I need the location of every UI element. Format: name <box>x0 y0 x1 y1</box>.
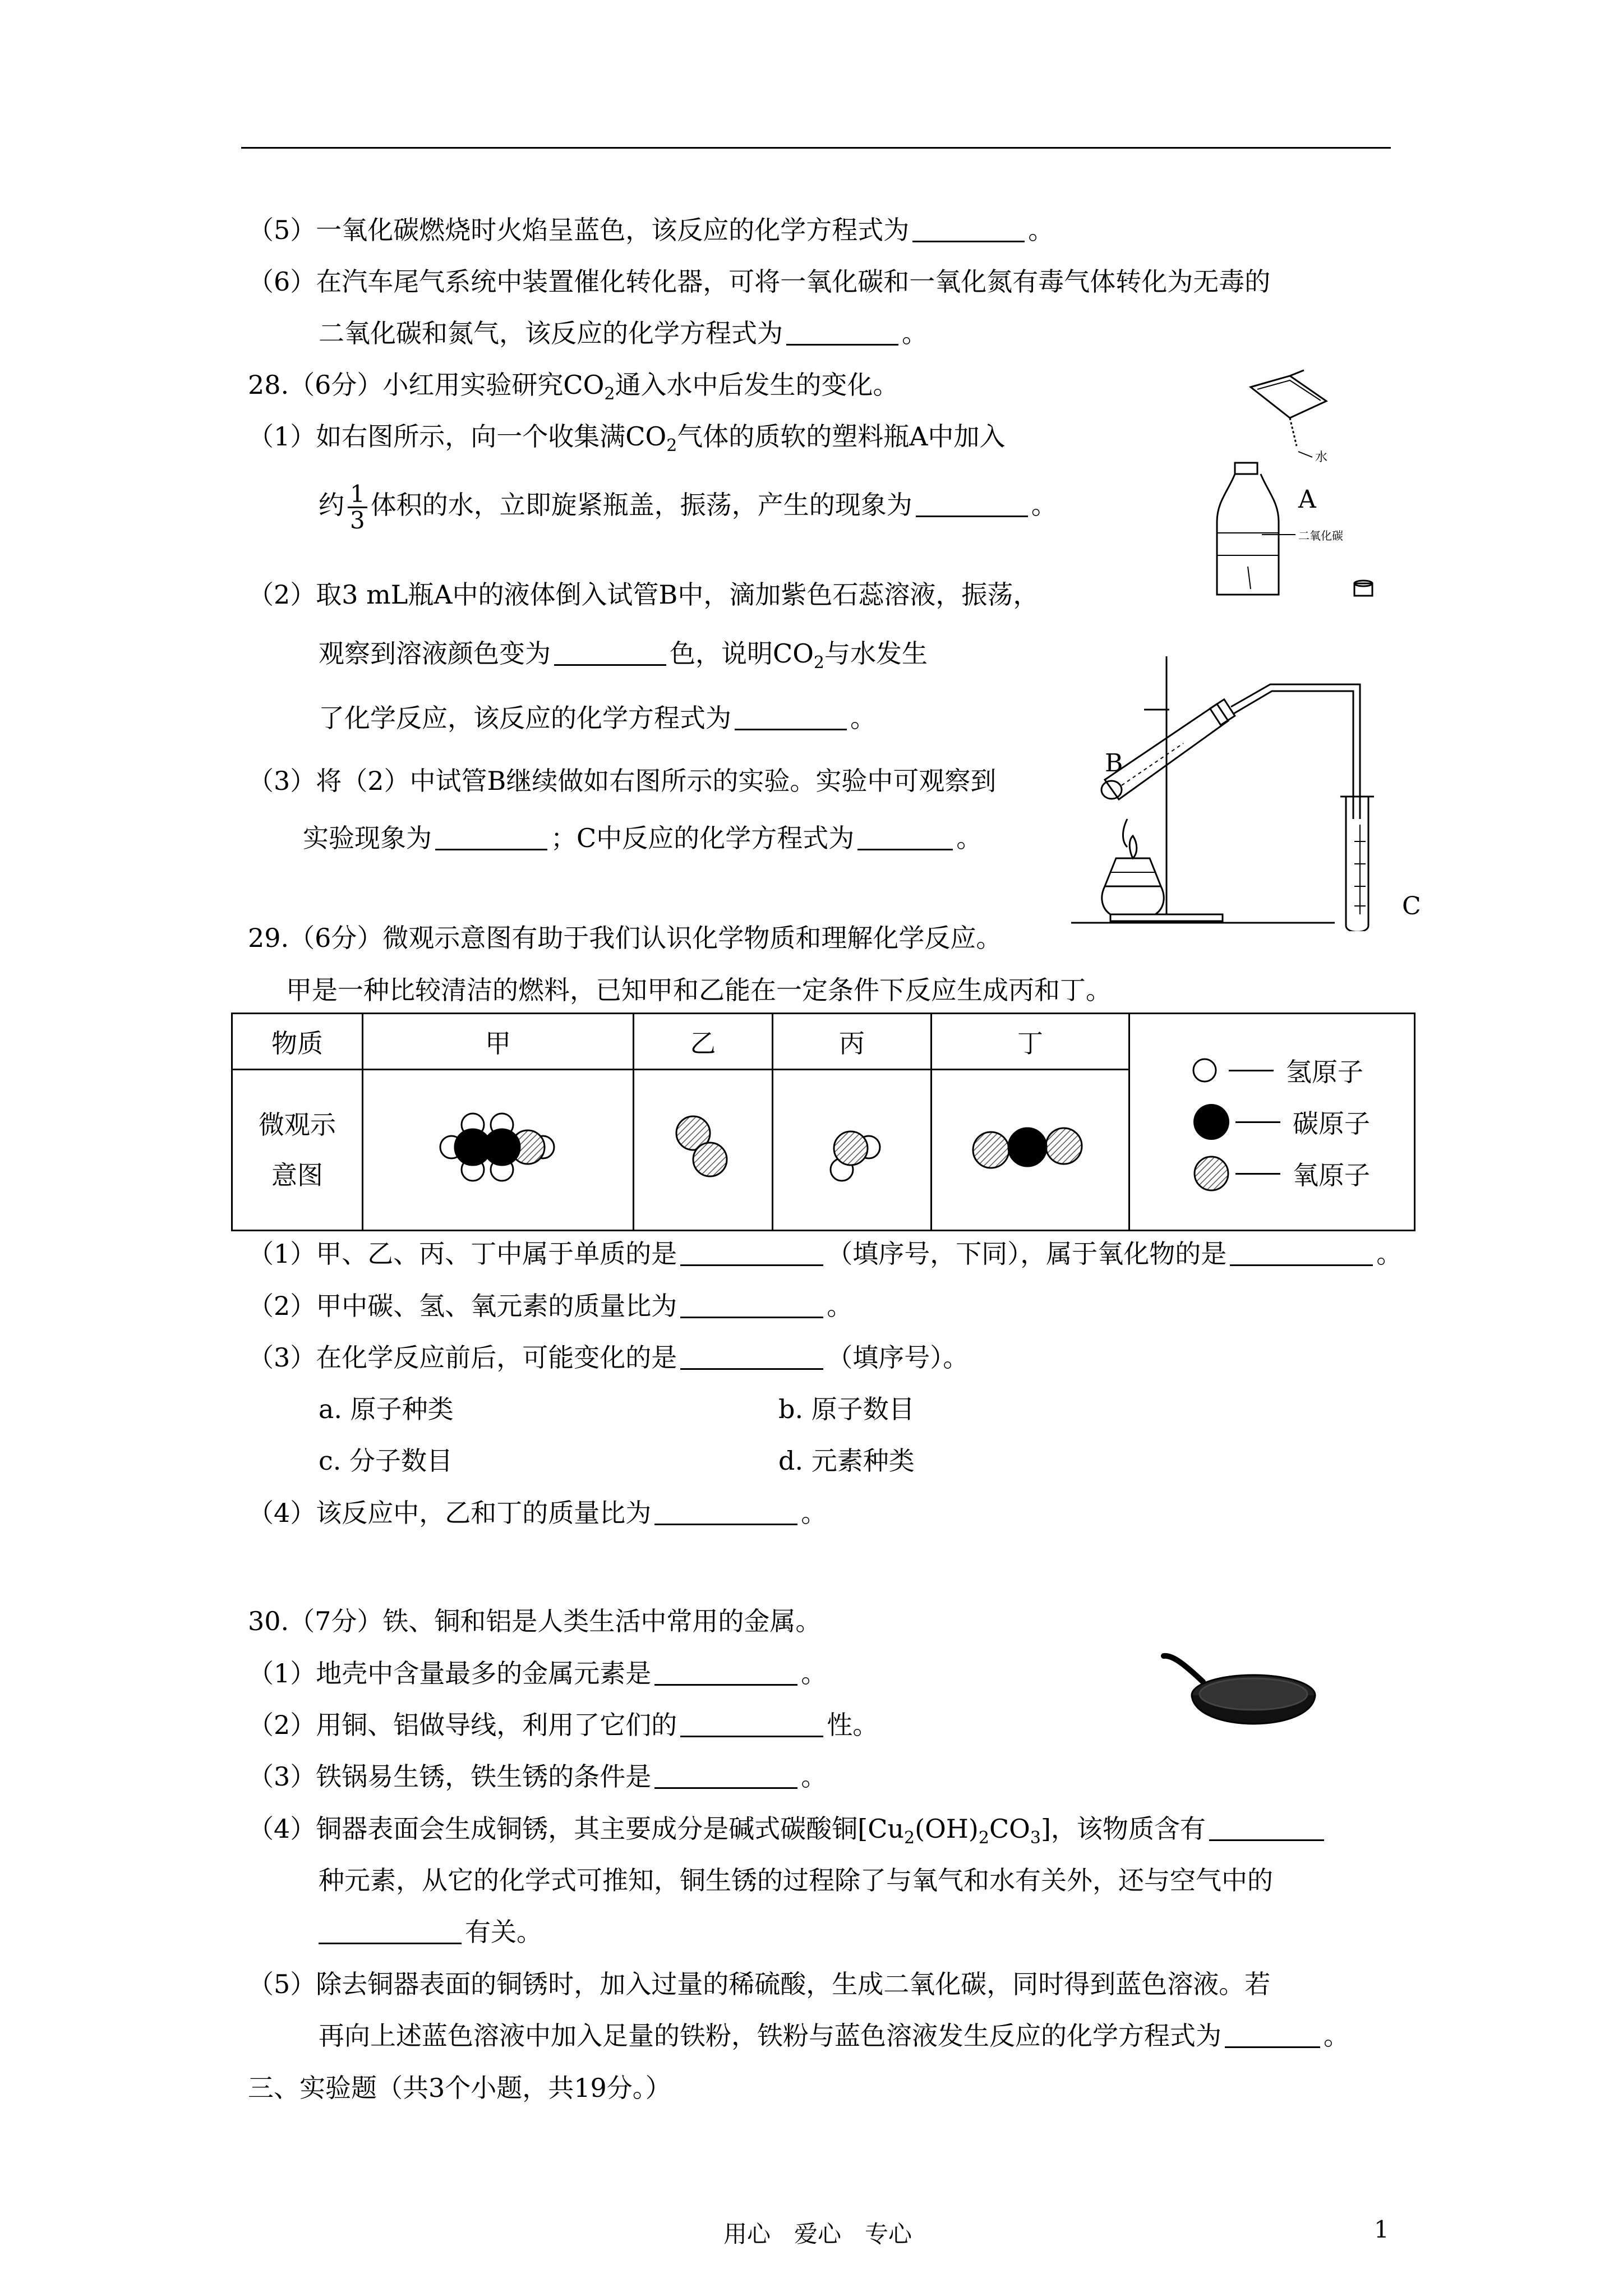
q27-6-line-1 <box>248 265 1270 298</box>
q30-4-text-a: （4）铜器表面会生成铜锈，其主要成分是碱式碳酸铜[Cu <box>248 1814 905 1844</box>
q27-6-end: 。 <box>902 318 928 348</box>
answer-blank[interactable] <box>916 491 1028 517</box>
header-bing: 丙 <box>773 1014 932 1070</box>
q30-heading <box>248 1604 821 1638</box>
answer-blank[interactable] <box>1209 1815 1324 1841</box>
answer-blank[interactable] <box>319 1918 462 1944</box>
q29-4-text: （4）该反应中，乙和丁的质量比为 <box>248 1498 652 1528</box>
co2-label: 二氧化碳 <box>1298 529 1343 542</box>
page-number: 1 <box>1374 2216 1389 2243</box>
q30-3-line <box>248 1760 827 1793</box>
q30-5-text-a: （5）除去铜器表面的铜锈时，加入过量的稀硫酸，生成二氧化碳，同时得到蓝色溶液。若 <box>248 1969 1271 1999</box>
q28-1-end: 。 <box>1031 490 1057 520</box>
legend-dash <box>1235 1121 1280 1123</box>
footer-center: 用心 爱心 专心 <box>723 2220 912 2248</box>
option-c <box>319 1444 453 1478</box>
header-ding: 丁 <box>932 1014 1129 1070</box>
option-b <box>778 1392 915 1426</box>
answer-blank[interactable] <box>654 1659 797 1686</box>
q30-1-text: （1）地壳中含量最多的金属元素是 <box>248 1658 652 1688</box>
q28-head-a: 28.（6分）小红用实验研究CO <box>248 370 605 400</box>
q29-1-text-a: （1）甲、乙、丙、丁中属于单质的是 <box>248 1239 677 1269</box>
answer-blank[interactable] <box>554 639 666 666</box>
q30-head-text: 30.（7分）铁、铜和铝是人类生活中常用的金属。 <box>248 1606 822 1636</box>
row-label <box>232 1070 363 1231</box>
q29-heading <box>248 921 1002 955</box>
q28-2-text-e: 了化学反应，该反应的化学方程式为 <box>319 703 731 733</box>
q28-heading <box>248 368 898 411</box>
q29-2-line <box>248 1289 852 1323</box>
q30-2-line <box>248 1708 878 1742</box>
q30-2-text-b: 性。 <box>827 1710 879 1740</box>
q29-intro-text: 甲是一种比较清洁的燃料，已知甲和乙能在一定条件下反应生成丙和丁。 <box>286 975 1112 1005</box>
q28-3-text-a: （3）将（2）中试管B继续做如右图所示的实验。实验中可观察到 <box>248 766 997 796</box>
q29-2-text: （2）甲中碳、氢、氧元素的质量比为 <box>248 1291 677 1321</box>
option-b-text: b. 原子数目 <box>778 1394 915 1424</box>
answer-blank[interactable] <box>680 1240 823 1266</box>
q29-1-text-b: （填序号，下同），属于氧化物的是 <box>827 1239 1227 1269</box>
molecule-bing <box>773 1070 932 1231</box>
molecule-jia <box>363 1070 634 1231</box>
tube-b-label: B <box>1105 749 1123 777</box>
subscript: 2 <box>666 436 677 456</box>
one-third-fraction <box>348 482 367 533</box>
q27-6-line-2 <box>319 316 928 350</box>
subscript: 2 <box>904 1828 915 1848</box>
fraction-denominator: 3 <box>350 506 365 534</box>
answer-blank[interactable] <box>680 1711 823 1737</box>
q30-4-line-3 <box>319 1915 542 1949</box>
hatched-circle-icon <box>1192 1154 1231 1193</box>
option-c-text: c. 分子数目 <box>319 1446 453 1476</box>
q29-4-line <box>248 1496 827 1530</box>
q28-2-end: 。 <box>850 703 876 733</box>
legend-label-carbon: 碳原子 <box>1293 1108 1370 1139</box>
legend-label-oxygen: 氧原子 <box>1293 1160 1370 1190</box>
q29-4-end: 。 <box>801 1498 827 1528</box>
q29-1-end: 。 <box>1376 1239 1403 1269</box>
answer-blank[interactable] <box>1230 1240 1373 1266</box>
section-3-heading <box>248 2071 671 2105</box>
bing-molecule-icon <box>807 1097 897 1198</box>
answer-blank[interactable] <box>1225 2022 1320 2048</box>
water-label: 水 <box>1315 450 1328 464</box>
option-a-text: a. 原子种类 <box>319 1394 454 1424</box>
q30-3-text: （3）铁锅易生锈，铁生锈的条件是 <box>248 1761 652 1792</box>
q29-3-line <box>248 1341 969 1374</box>
q30-4-line-2 <box>319 1864 1273 1897</box>
subscript: 2 <box>604 384 615 404</box>
row-label-text: 微观示意图 <box>259 1110 336 1190</box>
subscript: 3 <box>1030 1828 1041 1848</box>
q28-1-text-d: 体积的水，立即旋紧瓶盖，振荡，产生的现象为 <box>370 490 912 520</box>
q28-3-end: 。 <box>956 823 983 853</box>
q28-3-line-2 <box>303 821 982 855</box>
subscript: 2 <box>978 1828 989 1848</box>
option-d <box>778 1444 915 1478</box>
q30-5-line-1 <box>248 1967 1270 2001</box>
legend-label-hydrogen: 氢原子 <box>1286 1057 1363 1087</box>
q29-3-text-a: （3）在化学反应前后，可能变化的是 <box>248 1342 677 1373</box>
header-yi: 乙 <box>634 1014 773 1070</box>
answer-blank[interactable] <box>680 1292 823 1318</box>
q28-3-text-c: ；C中反应的化学方程式为 <box>551 823 855 853</box>
heating-apparatus-figure <box>1071 651 1430 931</box>
section-3-text: 三、实验题（共3个小题，共19分。） <box>248 2073 671 2103</box>
answer-blank[interactable] <box>786 319 898 346</box>
q27-5-end: 。 <box>1028 215 1054 245</box>
legend-carbon <box>1130 1096 1414 1148</box>
q28-2-line-2 <box>319 637 928 680</box>
option-a <box>319 1392 454 1426</box>
q30-1-end: 。 <box>801 1658 827 1688</box>
header-jia: 甲 <box>363 1014 634 1070</box>
q30-4-text-f: 有关。 <box>465 1917 542 1947</box>
q28-2-text-d: 与水发生 <box>824 638 928 669</box>
answer-blank[interactable] <box>735 704 847 730</box>
q28-2-text-c: 色，说明CO <box>670 638 814 669</box>
answer-blank[interactable] <box>654 1499 797 1525</box>
q28-2-line-1 <box>248 578 1039 611</box>
answer-blank[interactable] <box>857 824 953 850</box>
fraction-numerator: 1 <box>348 482 367 508</box>
q30-1-line <box>248 1657 827 1690</box>
q30-3-end: 。 <box>801 1761 827 1792</box>
legend-dash <box>1235 1173 1280 1175</box>
answer-blank[interactable] <box>680 1343 823 1370</box>
tube-c-label: C <box>1402 892 1421 921</box>
q27-5-line <box>248 213 1054 247</box>
q30-2-text-a: （2）用铜、铝做导线，利用了它们的 <box>248 1710 677 1740</box>
q29-head-text: 29.（6分）微观示意图有助于我们认识化学物质和理解化学反应。 <box>248 923 1002 953</box>
q30-4-text-d: ]，该物质含有 <box>1040 1814 1206 1844</box>
header-rule <box>241 147 1391 149</box>
subscript: 2 <box>813 653 825 673</box>
q27-6-text-b: 二氧化碳和氮气，该反应的化学方程式为 <box>319 318 783 348</box>
answer-blank[interactable] <box>912 216 1025 242</box>
q30-4-line-1 <box>248 1812 1327 1855</box>
legend-cell <box>1129 1014 1415 1231</box>
q29-3-text-b: （填序号）。 <box>827 1342 969 1373</box>
q30-4-text-b: (OH) <box>915 1814 979 1844</box>
answer-blank[interactable] <box>435 824 547 850</box>
q28-1-text-c: 约 <box>319 490 344 520</box>
q27-6-text-a: （6）在汽车尾气系统中装置催化转化器，可将一氧化碳和一氧化氮有毒气体转化为无毒的 <box>248 266 1271 297</box>
q29-2-end: 。 <box>827 1291 853 1321</box>
q29-intro <box>286 973 1112 1007</box>
black-circle-icon <box>1192 1102 1231 1142</box>
q28-1-line-1 <box>248 420 1006 463</box>
q28-2-text-b: 观察到溶液颜色变为 <box>319 638 551 669</box>
bottle-a-figure <box>1206 365 1408 600</box>
q30-4-text-c: CO <box>989 1814 1030 1844</box>
bottle-a-label: A <box>1298 485 1316 514</box>
q28-head-b: 通入水中后发生的变化。 <box>615 370 899 400</box>
molecule-ding <box>932 1070 1129 1231</box>
q30-5-end: 。 <box>1324 2021 1349 2051</box>
molecule-yi <box>634 1070 773 1231</box>
legend-oxygen <box>1130 1148 1414 1199</box>
yi-molecule-icon <box>658 1097 748 1198</box>
q30-5-line-2 <box>319 2019 1349 2053</box>
q28-1-text-a: （1）如右图所示，向一个收集满CO <box>248 421 667 452</box>
molecule-table <box>231 1013 1415 1231</box>
legend-hydrogen <box>1130 1045 1414 1096</box>
option-d-text: d. 元素种类 <box>778 1446 915 1476</box>
q29-1-line <box>248 1237 1402 1271</box>
q28-3-line-1 <box>248 764 1072 798</box>
answer-blank[interactable] <box>654 1763 797 1789</box>
legend-dash <box>1229 1070 1274 1071</box>
q30-4-text-e: 种元素，从它的化学式可推知，铜生锈的过程除了与氧气和水有关外，还与空气中的 <box>319 1865 1273 1895</box>
header-substance: 物质 <box>232 1014 363 1070</box>
q27-5-text: （5）一氧化碳燃烧时火焰呈蓝色，该反应的化学方程式为 <box>248 215 910 245</box>
wok-figure <box>1161 1649 1324 1756</box>
q30-5-text-b: 再向上述蓝色溶液中加入足量的铁粉，铁粉与蓝色溶液发生反应的化学方程式为 <box>319 2021 1221 2051</box>
q28-2-line-3 <box>319 701 876 735</box>
q28-3-text-b: 实验现象为 <box>303 823 432 853</box>
q28-1-line-2 <box>319 474 1057 536</box>
q28-2-text-a: （2）取3 mL瓶A中的液体倒入试管B中，滴加紫色石蕊溶液，振荡， <box>248 579 1039 610</box>
jia-molecule-icon <box>428 1097 568 1198</box>
ding-molecule-icon <box>957 1097 1103 1198</box>
white-circle-icon <box>1192 1057 1218 1083</box>
q28-1-text-b: 气体的质软的塑料瓶A中加入 <box>677 421 1006 452</box>
